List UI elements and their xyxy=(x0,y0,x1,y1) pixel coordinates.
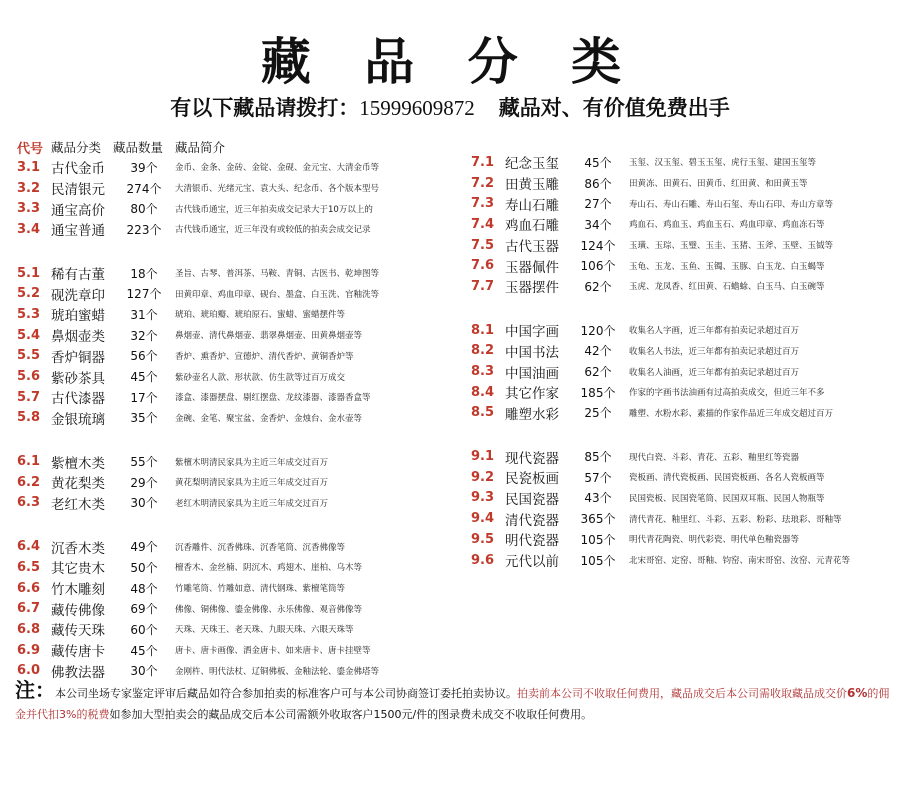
item-quantity: 57个 xyxy=(584,470,612,485)
item-description: 金币、金条、金砖、金锭、金砚、金元宝、大清金币等 xyxy=(175,163,380,174)
item-category: 通宝高价 xyxy=(51,202,105,219)
list-item xyxy=(17,178,379,199)
item-description: 作家的字画书法油画有过高拍卖成交，但近三年不多 xyxy=(629,388,825,399)
footer-note xyxy=(15,680,895,725)
item-category: 藏传天珠 xyxy=(51,623,105,640)
item-description: 大清银币、光绪元宝、袁大头、纪念币、各个版本型号 xyxy=(175,184,380,195)
item-quantity: 42个 xyxy=(584,344,612,359)
list-item xyxy=(471,488,850,509)
item-category: 古代金币 xyxy=(51,161,105,178)
list-item xyxy=(17,578,379,599)
left-groups xyxy=(17,157,379,681)
item-category: 雕塑水彩 xyxy=(505,406,559,423)
item-description: 田黄印章、鸡血印章、砚台、墨盒、白玉洗、官釉洗等 xyxy=(175,289,380,300)
item-quantity: 223个 xyxy=(126,222,162,237)
list-item xyxy=(17,283,379,304)
item-quantity: 60个 xyxy=(130,622,158,637)
item-description: 田黄冻、田黄石、田黄币、红田黄、和田黄玉等 xyxy=(629,179,808,190)
item-quantity: 62个 xyxy=(584,279,612,294)
item-description: 漆盒、漆器摆盘、剔红摆盘、龙纹漆器、漆器香盒等 xyxy=(175,393,371,404)
item-quantity: 18个 xyxy=(130,266,158,281)
list-item xyxy=(471,361,850,382)
item-category: 香炉铜器 xyxy=(51,349,105,366)
list-item xyxy=(471,508,850,529)
item-code: 8.5 xyxy=(471,405,495,421)
item-description: 金刚杵、明代法杖、辽铜佛板、金釉法轮、鎏金佛塔等 xyxy=(175,666,380,677)
item-quantity: 43个 xyxy=(584,491,612,506)
list-item xyxy=(17,325,379,346)
item-code: 3.1 xyxy=(17,159,41,175)
phone-number[interactable]: 15999609872 xyxy=(359,96,475,120)
item-code: 8.2 xyxy=(471,343,495,359)
item-description: 琥珀、琥珀瓣、琥珀原石、蜜蜡、蜜蜡摆件等 xyxy=(175,310,346,321)
list-item xyxy=(17,387,379,408)
item-category: 玉器摆件 xyxy=(505,280,559,297)
list-item xyxy=(471,467,850,488)
item-code: 6.6 xyxy=(17,580,41,596)
item-code: 3.2 xyxy=(17,180,41,196)
item-quantity: 365个 xyxy=(580,512,616,527)
list-item xyxy=(17,536,379,557)
item-category: 鼻烟壶类 xyxy=(51,329,105,346)
item-description: 竹雕笔筒、竹雕如意、清代钢珠、紫檀笔筒等 xyxy=(175,584,346,595)
item-quantity: 50个 xyxy=(130,560,158,575)
item-description: 古代钱币通宝，近三年没有或较低的拍卖会成交记录 xyxy=(175,225,371,236)
item-quantity: 120个 xyxy=(580,323,616,338)
item-quantity: 45个 xyxy=(130,643,158,658)
item-description: 民国瓷板、民国瓷笔筒、民国双耳瓶、民国人物瓶等 xyxy=(629,493,825,504)
contact-prefix: 有以下藏品请拨打： xyxy=(170,96,360,120)
item-category: 田黄玉雕 xyxy=(505,177,559,194)
item-description: 圣旨、古琴、普洱茶、马鞍、青铜、古医书、乾坤图等 xyxy=(175,269,380,280)
list-item xyxy=(17,219,379,240)
item-quantity: 69个 xyxy=(130,602,158,617)
item-quantity: 30个 xyxy=(130,664,158,679)
item-description: 玉龟、玉龙、玉鱼、玉镯、玉豚、白玉龙、白玉蝎等 xyxy=(629,261,825,272)
item-category: 金银琉璃 xyxy=(51,411,105,428)
item-category: 稀有古董 xyxy=(51,267,105,284)
note-lead: 注： xyxy=(15,678,55,702)
list-item xyxy=(17,304,379,325)
item-quantity: 106个 xyxy=(580,259,616,274)
contact-line xyxy=(0,92,900,122)
item-code: 9.2 xyxy=(471,469,495,485)
item-category: 藏传佛像 xyxy=(51,602,105,619)
group-spacer xyxy=(471,297,850,320)
item-quantity: 56个 xyxy=(130,349,158,364)
item-category: 玉器佩件 xyxy=(505,259,559,276)
list-item xyxy=(17,451,379,472)
list-item xyxy=(17,198,379,219)
item-code: 5.7 xyxy=(17,389,41,405)
item-description: 檀香木、金丝楠、阴沉木、鸡翅木、崖柏、乌木等 xyxy=(175,563,363,574)
item-quantity: 27个 xyxy=(584,197,612,212)
item-quantity: 80个 xyxy=(130,202,158,217)
list-item xyxy=(471,193,850,214)
item-category: 老红木类 xyxy=(51,496,105,513)
item-code: 6.7 xyxy=(17,601,41,617)
item-code: 5.1 xyxy=(17,265,41,281)
item-code: 7.5 xyxy=(471,237,495,253)
item-quantity: 45个 xyxy=(130,370,158,385)
item-code: 7.1 xyxy=(471,154,495,170)
note-red-2: 的佣金并代扣3%的税费 xyxy=(15,687,890,721)
item-category: 中国字画 xyxy=(505,324,559,341)
item-quantity: 105个 xyxy=(580,532,616,547)
item-code: 5.4 xyxy=(17,327,41,343)
item-quantity: 48个 xyxy=(130,581,158,596)
item-description: 瓷板画、清代瓷板画、民国瓷板画、各名人瓷板画等 xyxy=(629,473,825,484)
list-item xyxy=(471,403,850,424)
item-description: 唐卡、唐卡画像、洒金唐卡、如来唐卡、唐卡挂壁等 xyxy=(175,646,371,657)
item-description: 金碗、金笔、聚宝盆、金香炉、金烛台、金水壶等 xyxy=(175,413,363,424)
item-code: 6.8 xyxy=(17,621,41,637)
group-spacer xyxy=(17,428,379,451)
header-category: 藏品分类 xyxy=(51,140,102,155)
list-item xyxy=(17,366,379,387)
item-quantity: 17个 xyxy=(130,390,158,405)
item-quantity: 35个 xyxy=(130,411,158,426)
item-category: 紫砂茶具 xyxy=(51,370,105,387)
item-category: 现代瓷器 xyxy=(505,450,559,467)
item-category: 砚洗章印 xyxy=(51,287,105,304)
table-header xyxy=(17,137,379,157)
item-category: 竹木雕刻 xyxy=(51,582,105,599)
item-quantity: 185个 xyxy=(580,385,616,400)
list-item xyxy=(17,493,379,514)
item-description: 佛像、铜佛像、鎏金佛像、永乐佛像、观音佛像等 xyxy=(175,604,363,615)
item-quantity: 85个 xyxy=(584,450,612,465)
item-code: 6.0 xyxy=(17,663,41,679)
note-red-percent: 6% xyxy=(847,686,868,700)
group-spacer xyxy=(471,423,850,446)
item-code: 5.3 xyxy=(17,306,41,322)
item-category: 佛教法器 xyxy=(51,664,105,681)
item-description: 寿山石、寿山石雕、寿山石玺、寿山石印、寿山方章等 xyxy=(629,199,834,210)
item-quantity: 105个 xyxy=(580,553,616,568)
list-item xyxy=(17,640,379,661)
list-item xyxy=(471,235,850,256)
list-item xyxy=(17,157,379,178)
item-description: 现代白瓷、斗彩、青花、五彩、釉里红等瓷器 xyxy=(629,452,800,463)
page-title: 藏 品 分 类 xyxy=(260,32,640,91)
item-code: 8.3 xyxy=(471,364,495,380)
item-code: 5.2 xyxy=(17,286,41,302)
item-code: 6.4 xyxy=(17,539,41,555)
item-code: 8.1 xyxy=(471,322,495,338)
item-quantity: 45个 xyxy=(584,155,612,170)
list-item xyxy=(17,408,379,429)
item-quantity: 274个 xyxy=(126,181,162,196)
item-description: 黄花梨明清民家具为主近三年成交过百万 xyxy=(175,478,329,489)
item-code: 6.5 xyxy=(17,559,41,575)
item-code: 5.8 xyxy=(17,410,41,426)
item-description: 清代青花、釉里红、斗彩、五彩、粉彩、珐琅彩、哥釉等 xyxy=(629,514,842,525)
item-code: 7.7 xyxy=(471,278,495,294)
header-quantity: 藏品数量 xyxy=(113,140,164,155)
item-code: 6.3 xyxy=(17,495,41,511)
item-code: 3.4 xyxy=(17,221,41,237)
item-code: 9.3 xyxy=(471,490,495,506)
item-code: 7.2 xyxy=(471,175,495,191)
list-item xyxy=(471,214,850,235)
item-description: 北宋哥窑、定窑、哥釉、钧窑、南宋哥窑、汝窑、元青花等 xyxy=(629,556,851,567)
item-description: 雕塑、水粉水彩、素描的作家作品近三年成交超过百万 xyxy=(629,408,834,419)
item-description: 收集名人字画，近三年都有拍卖记录超过百万 xyxy=(629,326,800,337)
header-code: 代号 xyxy=(17,141,44,157)
item-category: 藏传唐卡 xyxy=(51,644,105,661)
item-category: 明代瓷器 xyxy=(505,533,559,550)
item-code: 7.6 xyxy=(471,258,495,274)
left-column xyxy=(17,137,379,681)
item-quantity: 31个 xyxy=(130,307,158,322)
item-quantity: 62个 xyxy=(584,365,612,380)
item-description: 鼻烟壶、清代鼻烟壶、翡翠鼻烟壶、田黄鼻烟壶等 xyxy=(175,331,363,342)
item-category: 寿山石雕 xyxy=(505,197,559,214)
list-item xyxy=(17,263,379,284)
item-category: 黄花梨类 xyxy=(51,476,105,493)
list-item xyxy=(471,550,850,571)
list-item xyxy=(471,382,850,403)
item-description: 古代钱币通宝，近三年拍卖成交记录大于10万以上的 xyxy=(175,204,373,215)
item-quantity: 29个 xyxy=(130,475,158,490)
item-category: 纪念玉玺 xyxy=(505,156,559,173)
item-code: 7.3 xyxy=(471,196,495,212)
list-item xyxy=(17,557,379,578)
right-groups xyxy=(471,152,850,570)
list-item xyxy=(471,446,850,467)
item-description: 老红木明清民家具为主近三年成交过百万 xyxy=(175,498,329,509)
item-code: 6.2 xyxy=(17,474,41,490)
item-description: 明代青花陶瓷、明代彩瓷、明代单色釉瓷器等 xyxy=(629,535,800,546)
item-code: 9.4 xyxy=(471,511,495,527)
item-category: 其它贵木 xyxy=(51,561,105,578)
list-item xyxy=(471,341,850,362)
list-item xyxy=(471,173,850,194)
note-red-1: 拍卖前本公司不收取任何费用，藏品成交后本公司需收取藏品成交价 xyxy=(517,687,847,700)
note-text-1: 本公司坐场专家鉴定评审后藏品如符合参加拍卖的标准客户可与本公司协商签订委托拍卖协议。 xyxy=(55,687,517,700)
item-description: 天珠、天珠王、老天珠、九眼天珠、六眼天珠等 xyxy=(175,625,354,636)
item-description: 玉虎、龙凤香、红田黄、石蟾蜍、白玉马、白玉碗等 xyxy=(629,282,825,293)
list-item xyxy=(471,529,850,550)
list-item xyxy=(471,320,850,341)
item-quantity: 49个 xyxy=(130,540,158,555)
list-item xyxy=(471,152,850,173)
group-spacer xyxy=(17,240,379,263)
item-category: 紫檀木类 xyxy=(51,455,105,472)
item-quantity: 86个 xyxy=(584,176,612,191)
item-description: 香炉、熏香炉、宣德炉、清代香炉、黄铜香炉等 xyxy=(175,351,354,362)
right-column xyxy=(471,152,850,570)
contact-suffix: 藏品对、有价值免费出手 xyxy=(498,96,730,120)
item-category: 民瓷板画 xyxy=(505,471,559,488)
list-item xyxy=(17,472,379,493)
item-category: 古代漆器 xyxy=(51,391,105,408)
item-description: 沉香雕件、沉香佛珠、沉香笔筒、沉香佛像等 xyxy=(175,542,346,553)
item-category: 其它作家 xyxy=(505,386,559,403)
list-item xyxy=(17,660,379,681)
item-code: 9.1 xyxy=(471,449,495,465)
group-spacer xyxy=(17,513,379,536)
item-code: 5.6 xyxy=(17,369,41,385)
header-description: 藏品简介 xyxy=(175,140,226,155)
item-category: 中国油画 xyxy=(505,365,559,382)
item-description: 鸡血石、鸡血玉、鸡血玉石、鸡血印章、鸡血冻石等 xyxy=(629,220,825,231)
item-category: 民清银元 xyxy=(51,182,105,199)
note-text-2: 如参加大型拍卖会的藏品成交后本公司需额外收取客户1500元/件的图录费未成交不收取任何费用。 xyxy=(109,708,593,721)
item-category: 中国书法 xyxy=(505,344,559,361)
item-category: 鸡血石雕 xyxy=(505,218,559,235)
item-quantity: 32个 xyxy=(130,328,158,343)
item-quantity: 55个 xyxy=(130,455,158,470)
list-item xyxy=(471,255,850,276)
item-code: 3.3 xyxy=(17,201,41,217)
item-code: 6.1 xyxy=(17,454,41,470)
item-category: 元代以前 xyxy=(505,554,559,571)
item-description: 收集名人油画，近三年都有拍卖记录超过百万 xyxy=(629,367,800,378)
item-quantity: 30个 xyxy=(130,496,158,511)
item-code: 9.6 xyxy=(471,552,495,568)
item-category: 清代瓷器 xyxy=(505,512,559,529)
list-item xyxy=(17,598,379,619)
item-category: 民国瓷器 xyxy=(505,491,559,508)
item-category: 通宝普通 xyxy=(51,223,105,240)
item-description: 玉玺、汉玉玺、碧玉玉玺、虎行玉玺、建国玉玺等 xyxy=(629,158,817,169)
item-category: 琥珀蜜蜡 xyxy=(51,308,105,325)
list-item xyxy=(17,619,379,640)
item-quantity: 34个 xyxy=(584,217,612,232)
item-code: 8.4 xyxy=(471,384,495,400)
list-item xyxy=(471,276,850,297)
list-item xyxy=(17,346,379,367)
item-code: 9.5 xyxy=(471,531,495,547)
item-description: 玉璜、玉琮、玉璧、玉圭、玉猪、玉斧、玉壁、玉钺等 xyxy=(629,241,834,252)
item-category: 沉香木类 xyxy=(51,540,105,557)
item-quantity: 39个 xyxy=(130,160,158,175)
item-code: 7.4 xyxy=(471,216,495,232)
item-description: 紫檀木明清民家具为主近三年成交过百万 xyxy=(175,457,329,468)
item-quantity: 25个 xyxy=(584,406,612,421)
item-quantity: 127个 xyxy=(126,287,162,302)
item-category: 古代玉器 xyxy=(505,239,559,256)
item-description: 紫砂壶名人款、形状款、仿生款等过百万成交 xyxy=(175,372,346,383)
item-description: 收集名人书法，近三年都有拍卖记录超过百万 xyxy=(629,346,800,357)
item-quantity: 124个 xyxy=(580,238,616,253)
item-code: 6.9 xyxy=(17,642,41,658)
item-code: 5.5 xyxy=(17,348,41,364)
